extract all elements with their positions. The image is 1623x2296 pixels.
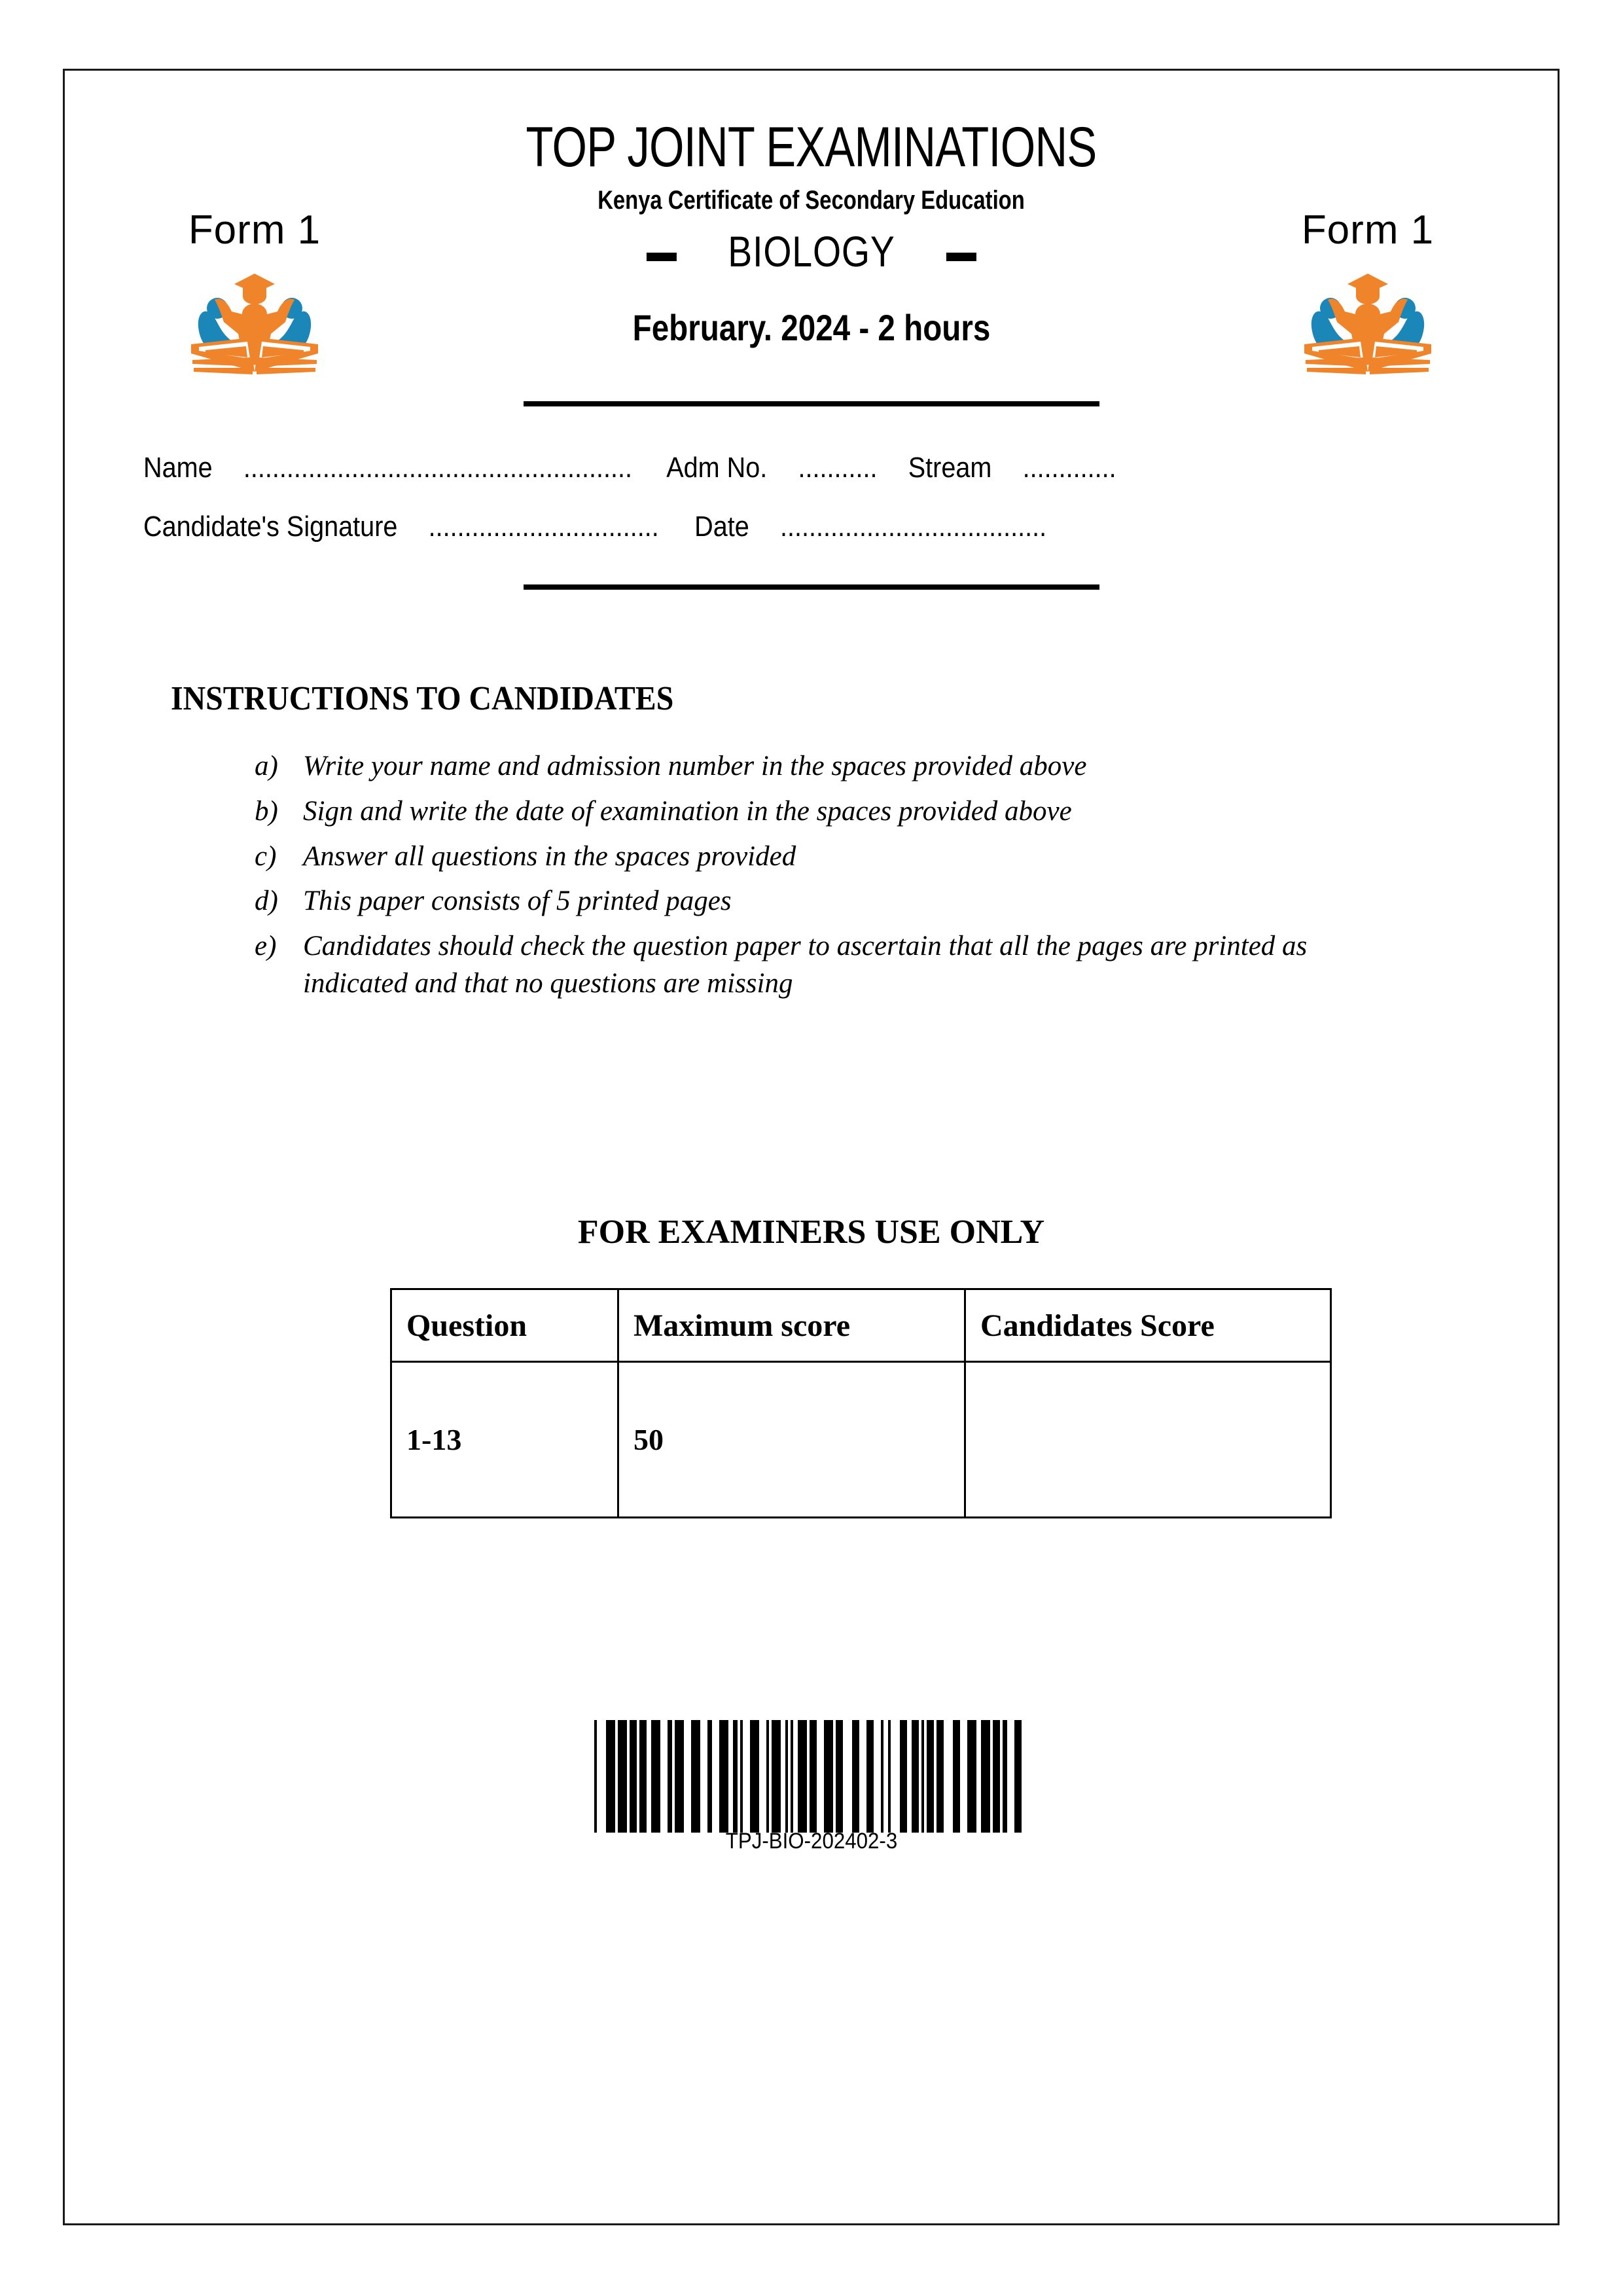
instruction-item [255,928,1367,1003]
instruction-marker: d) [255,886,278,917]
exam-paper-sheet [63,69,1560,2225]
dash-right-icon [946,253,976,261]
instruction-item [255,883,1367,920]
page-title: TOP JOINT EXAMINATIONS [526,116,1097,179]
instruction-text: Write your name and admission number in the spaces provided above [303,751,1087,781]
barcode-block [594,1720,1029,1854]
name-input[interactable]: ...................................................... [243,452,632,484]
adm-no-input[interactable]: ........... [798,452,878,484]
instruction-item [255,748,1367,785]
candidate-name-row [143,452,1346,484]
signature-input[interactable]: ................................ [428,511,659,543]
instruction-marker: a) [255,751,278,781]
table-header-row [391,1289,1331,1362]
examiners-heading: FOR EXAMINERS USE ONLY [577,1213,1045,1251]
form-label-left: Form 1 [188,207,321,253]
table-row [391,1362,1331,1518]
adm-no-label: Adm No. [666,452,768,484]
instruction-item [255,838,1367,876]
header-divider-top [524,401,1099,406]
school-logo-left [179,260,330,378]
instruction-text: This paper consists of 5 printed pages [303,886,732,917]
subject-row [646,226,976,276]
school-logo-right [1293,260,1443,378]
instructions-heading: INSTRUCTIONS TO CANDIDATES [171,680,674,717]
form-label-right: Form 1 [1301,207,1435,253]
instruction-marker: c) [255,840,277,872]
dash-left-icon [646,253,676,261]
exam-date-duration: February. 2024 - 2 hours [632,307,990,348]
cell-candidates-score[interactable] [965,1362,1331,1518]
signature-label: Candidate's Signature [143,511,398,543]
instruction-text: Candidates should check the question paper to ascertain that all the pages are printed as indicated and that no questions are missing [303,931,1308,999]
column-header-maximum-score: Maximum score [618,1289,965,1362]
barcode-label: TPJ-BIO-202402-3 [725,1829,897,1854]
subject-name: BIOLOGY [727,227,895,276]
cell-maximum-score: 50 [618,1362,965,1518]
instruction-text: Sign and write the date of examination in the spaces provided above [303,795,1072,827]
date-label: Date [694,511,749,543]
column-header-candidates-score: Candidates Score [965,1289,1331,1362]
stream-input[interactable]: ............. [1022,452,1116,484]
name-label: Name [143,452,213,484]
barcode-image [594,1720,1029,1833]
instruction-marker: e) [255,931,277,961]
instruction-marker: b) [255,795,278,827]
examiners-score-table [390,1288,1332,1518]
column-header-question: Question [391,1289,618,1362]
instruction-item [255,793,1367,831]
header-divider-bottom [524,584,1099,590]
stream-label: Stream [908,452,992,484]
date-input[interactable]: ..................................... [780,511,1047,543]
exam-header [65,71,1558,437]
exam-subtitle: Kenya Certificate of Secondary Education [597,186,1025,215]
instructions-list [255,748,1367,1011]
instruction-text: Answer all questions in the spaces provided [303,840,796,872]
cell-question: 1-13 [391,1362,618,1518]
candidate-signature-row [143,511,1346,543]
